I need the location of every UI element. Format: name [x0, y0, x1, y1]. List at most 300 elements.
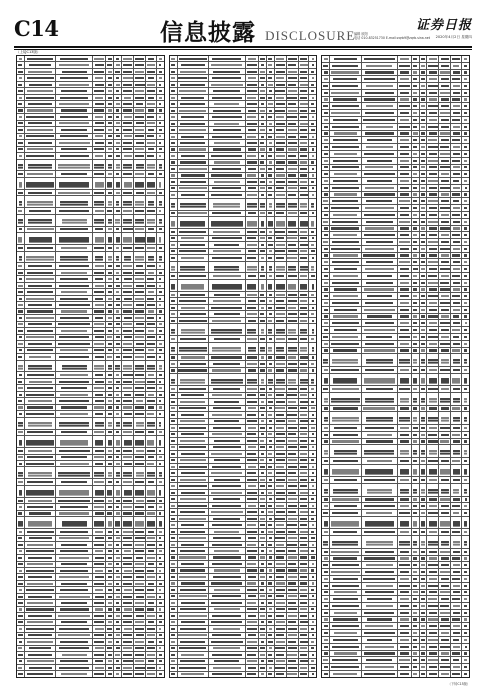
table-cell [246, 399, 259, 404]
table-cell [309, 458, 316, 463]
cell-text-placeholder [324, 248, 328, 250]
cell-text-placeholder [116, 615, 120, 617]
table-cell [451, 327, 462, 333]
table-cell [146, 398, 157, 403]
cell-text-placeholder [421, 92, 425, 94]
cell-text-placeholder [275, 518, 285, 520]
table-cell [93, 69, 106, 74]
cell-text-placeholder [441, 388, 450, 390]
table-cell [157, 56, 164, 61]
cell-text-placeholder [135, 654, 143, 656]
cell-text-placeholder [334, 479, 357, 481]
table-cell [25, 405, 56, 410]
cell-text-placeholder [311, 313, 314, 315]
cell-text-placeholder [261, 531, 265, 533]
table-cell [114, 283, 122, 288]
cell-text-placeholder [269, 576, 273, 578]
table-cell [259, 438, 267, 443]
table-cell [427, 334, 439, 340]
table-cell [134, 88, 146, 93]
table-cell [439, 212, 451, 218]
table-cell [420, 185, 428, 191]
table-cell [134, 283, 146, 288]
table-cell [93, 646, 106, 651]
cell-text-placeholder [324, 160, 328, 162]
table-cell [412, 90, 420, 96]
cell-text-placeholder [247, 453, 256, 455]
table-cell [275, 305, 287, 310]
table-cell [106, 646, 114, 651]
table-cell [462, 334, 469, 340]
table-cell [56, 542, 93, 547]
cell-text-placeholder [269, 231, 272, 233]
cell-text-placeholder [116, 667, 120, 669]
cell-text-placeholder [211, 155, 242, 157]
table-cell [134, 448, 146, 453]
cell-text-placeholder [59, 490, 88, 492]
table-cell [157, 411, 164, 416]
table-cell [322, 439, 330, 445]
table-cell [93, 95, 106, 100]
table-cell [157, 379, 164, 384]
table-cell [122, 160, 134, 171]
table-cell [398, 348, 411, 354]
table-row [17, 215, 164, 227]
cell-text-placeholder [123, 219, 132, 221]
table-cell [362, 287, 399, 293]
table-row [17, 361, 164, 373]
cell-text-placeholder [464, 369, 466, 371]
table-cell [420, 439, 428, 445]
cell-text-placeholder [288, 71, 297, 73]
cell-text-placeholder [365, 92, 394, 94]
cell-text-placeholder [108, 673, 112, 675]
cell-text-placeholder [179, 129, 206, 131]
cell-text-placeholder [171, 544, 175, 546]
table-cell [267, 406, 275, 411]
cell-text-placeholder [171, 485, 175, 487]
table-cell [93, 322, 106, 327]
cell-text-placeholder [94, 481, 104, 483]
table-cell [398, 90, 411, 96]
table-cell [209, 324, 246, 335]
cell-text-placeholder [159, 602, 162, 604]
table-cell [412, 185, 420, 191]
table-cell [462, 445, 469, 457]
table-cell [93, 574, 106, 579]
cell-text-placeholder [269, 518, 272, 520]
cell-text-placeholder [300, 181, 306, 183]
cell-text-placeholder [60, 201, 87, 203]
cell-text-placeholder [333, 295, 358, 297]
table-cell [157, 504, 164, 509]
table-cell [362, 83, 399, 89]
table-cell [427, 348, 439, 354]
table-cell [178, 69, 209, 74]
table-cell [209, 186, 246, 191]
table-cell [93, 190, 106, 195]
cell-text-placeholder [276, 71, 286, 73]
cell-text-placeholder [116, 278, 120, 280]
table-cell [299, 542, 310, 547]
cell-text-placeholder [428, 65, 437, 67]
table-cell [398, 253, 411, 259]
cell-text-placeholder [334, 288, 357, 290]
cell-text-placeholder [59, 356, 89, 358]
table-cell [267, 626, 275, 631]
table-cell [106, 348, 114, 353]
cell-text-placeholder [324, 315, 329, 317]
table-cell [17, 479, 25, 484]
table-cell [122, 646, 134, 651]
table-cell [157, 581, 164, 586]
table-cell [134, 574, 146, 579]
table-cell [25, 511, 56, 516]
table-cell [170, 522, 178, 527]
table-cell [398, 192, 411, 198]
table-cell [275, 451, 287, 456]
table-cell [114, 354, 122, 359]
cell-text-placeholder [453, 322, 460, 324]
table-cell [170, 140, 178, 145]
cell-text-placeholder [429, 71, 437, 73]
table-cell [56, 127, 93, 132]
table-cell [309, 425, 316, 430]
cell-text-placeholder [247, 161, 257, 163]
table-cell [287, 236, 299, 241]
cell-text-placeholder [214, 589, 240, 591]
cell-text-placeholder [441, 434, 449, 436]
table-cell [246, 639, 259, 644]
table-cell [451, 192, 462, 198]
cell-text-placeholder [171, 155, 175, 157]
cell-text-placeholder [288, 407, 297, 409]
table-cell [17, 108, 25, 113]
cell-text-placeholder [429, 132, 437, 134]
cell-text-placeholder [116, 237, 120, 239]
table-cell [209, 620, 246, 625]
table-cell [209, 555, 246, 560]
table-cell [114, 607, 122, 612]
table-cell [178, 574, 209, 579]
table-cell [146, 633, 157, 638]
table-cell [93, 385, 106, 390]
table-cell [246, 490, 259, 495]
table-cell [462, 273, 469, 279]
cell-text-placeholder [171, 595, 175, 597]
cell-text-placeholder [288, 531, 296, 533]
table-cell [93, 302, 106, 307]
cell-text-placeholder [171, 401, 175, 403]
cell-text-placeholder [261, 103, 265, 105]
table-cell [56, 574, 93, 579]
table-cell [427, 185, 439, 191]
table-cell [17, 398, 25, 403]
table-cell [209, 153, 246, 158]
table-cell [398, 497, 411, 503]
table-cell [299, 336, 310, 341]
table-cell [209, 458, 246, 463]
cell-text-placeholder [94, 506, 104, 508]
table-cell [114, 101, 122, 106]
cell-text-placeholder [136, 557, 144, 559]
table-row [17, 178, 164, 190]
table-cell [56, 504, 93, 509]
table-cell [114, 153, 122, 158]
cell-text-placeholder [452, 234, 460, 236]
table-cell [275, 432, 287, 437]
cell-text-placeholder [59, 304, 90, 306]
cell-text-placeholder [464, 193, 467, 195]
table-cell [170, 672, 178, 677]
cell-text-placeholder [159, 155, 161, 157]
cell-text-placeholder [95, 77, 103, 79]
cell-text-placeholder [288, 472, 296, 474]
table-cell [398, 386, 411, 392]
cell-text-placeholder [260, 459, 264, 461]
table-cell [330, 280, 361, 286]
table-cell [114, 372, 122, 377]
table-cell [106, 529, 114, 534]
cell-text-placeholder [413, 359, 417, 362]
table-cell [299, 548, 310, 553]
cell-text-placeholder [171, 103, 175, 105]
table-cell [209, 626, 246, 631]
table-cell [299, 179, 310, 184]
table-cell [17, 88, 25, 93]
table-cell [259, 211, 267, 216]
cell-text-placeholder [276, 427, 284, 429]
cell-text-placeholder [288, 427, 297, 429]
table-cell [412, 266, 420, 272]
cell-text-placeholder [260, 427, 264, 429]
cell-text-placeholder [19, 413, 23, 415]
table-cell [178, 477, 209, 482]
cell-text-placeholder [18, 583, 23, 585]
table-cell [17, 626, 25, 631]
cell-text-placeholder [429, 119, 438, 121]
cell-text-placeholder [440, 440, 449, 442]
table-cell [439, 367, 451, 373]
table-cell [56, 178, 93, 189]
cell-text-placeholder [108, 349, 112, 351]
table-cell [178, 406, 209, 411]
table-cell [309, 160, 316, 165]
cell-text-placeholder [28, 285, 52, 287]
table-cell [25, 283, 56, 288]
table-cell [451, 83, 462, 89]
cell-text-placeholder [269, 181, 272, 183]
table-cell [330, 425, 361, 431]
table-cell [17, 227, 25, 232]
table-cell [299, 69, 310, 74]
cell-text-placeholder [276, 320, 284, 322]
cell-text-placeholder [108, 596, 112, 598]
cell-text-placeholder [276, 313, 285, 315]
table-cell [157, 302, 164, 307]
cell-text-placeholder [260, 338, 264, 340]
cell-text-placeholder [248, 58, 257, 60]
table-cell [93, 405, 106, 410]
table-cell [56, 467, 93, 478]
cell-text-placeholder [212, 320, 241, 322]
table-cell [287, 529, 299, 534]
cell-text-placeholder [421, 234, 425, 236]
cell-text-placeholder [135, 278, 144, 280]
table-cell [122, 620, 134, 625]
cell-text-placeholder [453, 498, 460, 500]
cell-text-placeholder [324, 450, 328, 453]
cell-text-placeholder [94, 365, 104, 367]
cell-text-placeholder [260, 294, 264, 296]
cell-text-placeholder [464, 214, 467, 216]
table-cell [451, 131, 462, 137]
cell-text-placeholder [268, 84, 272, 86]
table-cell [114, 633, 122, 638]
table-cell [178, 82, 209, 87]
table-cell [93, 341, 106, 346]
table-cell [267, 324, 275, 335]
table-cell [134, 215, 146, 226]
cell-text-placeholder [275, 537, 285, 539]
table-cell [246, 199, 259, 210]
cell-text-placeholder [212, 187, 241, 189]
cell-text-placeholder [261, 307, 265, 309]
cell-text-placeholder [61, 330, 88, 332]
cell-text-placeholder [261, 123, 265, 125]
table-cell [114, 594, 122, 599]
table-cell [259, 56, 267, 61]
cell-text-placeholder [268, 472, 272, 474]
cell-text-placeholder [28, 142, 52, 144]
cell-text-placeholder [59, 450, 90, 452]
cell-text-placeholder [400, 322, 408, 324]
table-cell [56, 270, 93, 275]
table-cell [275, 672, 287, 677]
cell-text-placeholder [413, 207, 418, 209]
cell-text-placeholder [60, 589, 89, 591]
cell-text-placeholder [94, 272, 104, 274]
cell-text-placeholder [116, 570, 120, 572]
table-cell [25, 348, 56, 353]
table-cell [246, 451, 259, 456]
table-cell [178, 522, 209, 527]
cell-text-placeholder [123, 576, 132, 578]
table-cell [275, 574, 287, 579]
table-cell [93, 296, 106, 301]
table-cell [287, 581, 299, 586]
table-cell [122, 315, 134, 320]
table-cell [122, 549, 134, 554]
cell-text-placeholder [453, 336, 459, 338]
table-cell [146, 646, 157, 651]
table-cell [134, 296, 146, 301]
cell-text-placeholder [108, 531, 112, 533]
table-cell [398, 432, 411, 438]
cell-text-placeholder [276, 453, 285, 455]
cell-text-placeholder [18, 304, 22, 306]
cell-text-placeholder [124, 336, 132, 338]
cell-text-placeholder [124, 589, 132, 591]
cell-text-placeholder [171, 58, 175, 60]
cell-text-placeholder [59, 667, 89, 669]
cell-text-placeholder [178, 369, 206, 371]
table-cell [322, 341, 330, 347]
table-cell [309, 438, 316, 443]
cell-text-placeholder [260, 524, 265, 526]
cell-text-placeholder [171, 369, 175, 371]
cell-text-placeholder [211, 84, 243, 86]
table-cell [56, 263, 93, 268]
cell-text-placeholder [464, 505, 467, 507]
cell-text-placeholder [364, 329, 395, 331]
table-cell [427, 178, 439, 184]
table-cell [122, 385, 134, 390]
cell-text-placeholder [364, 58, 395, 60]
cell-text-placeholder [159, 490, 161, 492]
cell-text-placeholder [364, 450, 394, 453]
table-cell [17, 82, 25, 87]
cell-text-placeholder [312, 155, 315, 157]
cell-text-placeholder [147, 336, 154, 338]
table-cell [267, 374, 275, 385]
table-cell [134, 555, 146, 560]
cell-text-placeholder [300, 231, 307, 233]
cell-text-placeholder [180, 71, 206, 73]
cell-text-placeholder [413, 275, 417, 277]
cell-text-placeholder [213, 363, 240, 365]
cell-text-placeholder [27, 583, 53, 585]
cell-text-placeholder [324, 254, 328, 256]
cell-text-placeholder [421, 336, 424, 338]
cell-text-placeholder [248, 300, 256, 302]
cell-text-placeholder [399, 126, 409, 128]
cell-text-placeholder [440, 153, 450, 155]
cell-text-placeholder [18, 247, 22, 249]
cell-text-placeholder [421, 469, 425, 472]
cell-text-placeholder [18, 103, 22, 105]
cell-text-placeholder [247, 544, 256, 546]
cell-text-placeholder [269, 142, 272, 144]
table-cell [427, 293, 439, 299]
table-cell [299, 311, 310, 316]
cell-text-placeholder [312, 136, 314, 138]
cell-text-placeholder [116, 472, 120, 474]
cell-text-placeholder [159, 463, 161, 465]
table-cell [267, 432, 275, 437]
table-cell [299, 305, 310, 310]
cell-text-placeholder [95, 237, 104, 239]
cell-text-placeholder [276, 634, 284, 636]
cell-text-placeholder [214, 338, 240, 340]
table-cell [146, 56, 157, 61]
table-cell [309, 211, 316, 216]
table-cell [93, 436, 106, 447]
cell-text-placeholder [399, 241, 409, 243]
cell-text-placeholder [452, 78, 460, 80]
cell-text-placeholder [268, 582, 272, 584]
table-cell [420, 198, 428, 204]
cell-text-placeholder [400, 92, 409, 94]
table-cell [56, 361, 93, 372]
cell-text-placeholder [440, 369, 449, 371]
cell-text-placeholder [213, 300, 241, 302]
cell-text-placeholder [413, 78, 417, 80]
table-cell [56, 385, 93, 390]
table-row [322, 205, 469, 212]
cell-text-placeholder [464, 85, 467, 87]
table-cell [420, 63, 428, 69]
